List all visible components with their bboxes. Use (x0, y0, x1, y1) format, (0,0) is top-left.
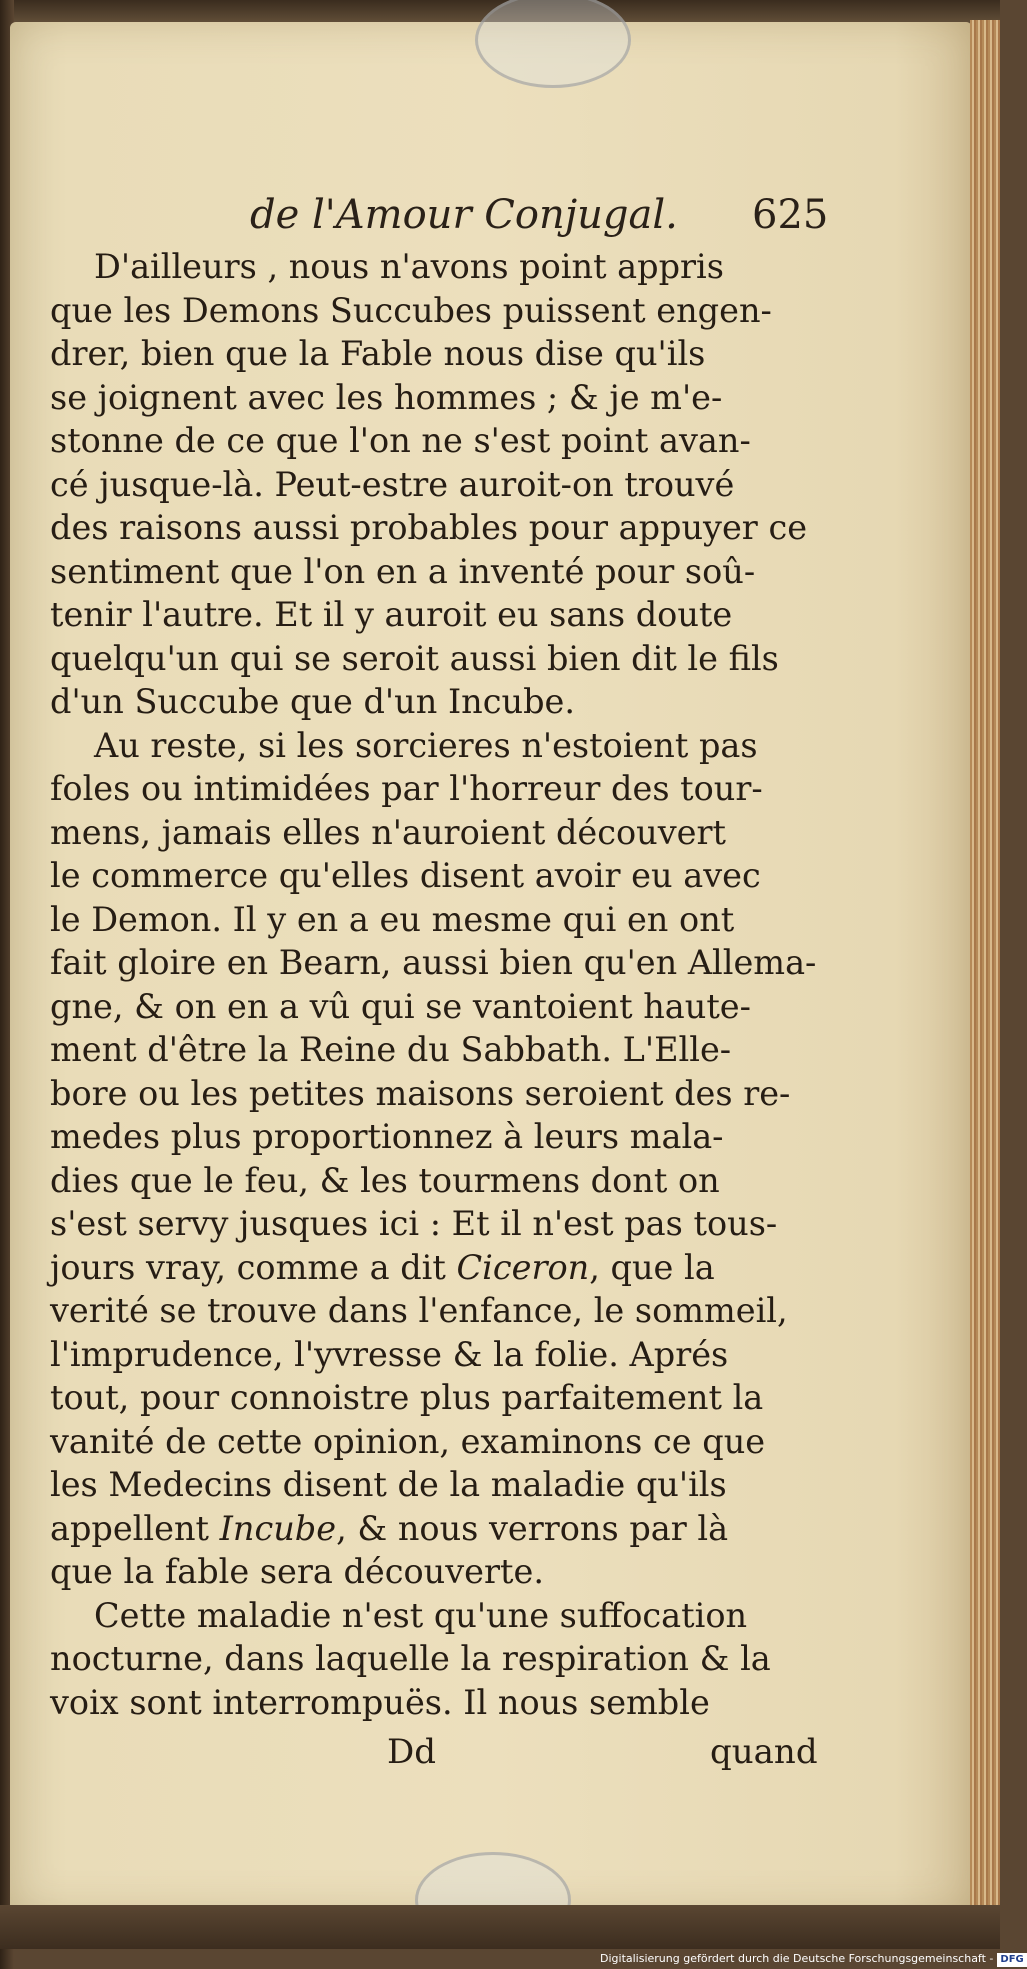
running-head (10, 192, 972, 252)
book-bottom-edge (0, 1905, 1000, 1949)
text-line: le Demon. Il y en a eu mesme qui en ont (50, 899, 735, 939)
text-line: le commerce qu'elles disent avoir eu avec (50, 856, 761, 895)
paragraph-1 (50, 245, 850, 724)
paragraph-2 (50, 724, 850, 1594)
italic-name: Ciceron (456, 1247, 590, 1287)
text-segment: , que la (589, 1247, 715, 1287)
text-segment: , & nous verrons par là (336, 1508, 729, 1548)
text-line: tout, pour connoistre plus parfaitement la (50, 1378, 764, 1417)
text-line: mens, jamais elles n'auroient découvert (50, 812, 726, 852)
text-line: cé jusque-là. Peut-estre auroit-on trouvé (50, 464, 735, 504)
text-line: que la fable sera découverte. (50, 1552, 544, 1591)
text-line: s'est servy jusques ici : Et il n'est pas tous- (50, 1204, 778, 1243)
text-line: sentiment que l'on en a inventé pour soû- (50, 551, 756, 591)
page-body (50, 245, 850, 1724)
page-edges (970, 20, 1000, 1915)
text-line: d'un Succube que d'un Incube. (50, 682, 576, 721)
text-line: gne, & on en a vû qui se vantoient haute- (50, 986, 751, 1026)
text-line: voix sont interrompuës. Il nous semble (50, 1682, 710, 1722)
text-line: D'ailleurs , nous n'avons point appris (94, 247, 724, 286)
running-title: de l'Amour Conjugal. (250, 192, 678, 238)
dfg-logo: DFG (997, 1953, 1026, 1967)
text-line: les Medecins disent de la maladie qu'ils (50, 1465, 727, 1504)
paragraph-3 (50, 1594, 850, 1725)
text-line: tenir l'autre. Et il y auroit eu sans doute (50, 595, 733, 634)
book-page (10, 22, 972, 1912)
text-line: fait gloire en Bearn, aussi bien qu'en Allema- (50, 943, 817, 982)
text-segment: jours vray, comme a dit (50, 1247, 446, 1287)
text-line: dies que le feu, & les tourmens dont on (50, 1160, 720, 1200)
text-line-incube (50, 1507, 850, 1551)
text-line: des raisons aussi probables pour appuyer ce (50, 508, 808, 547)
digitization-credit (600, 1950, 1027, 1968)
text-line: l'imprudence, l'yvresse & la folie. Aprés (50, 1334, 729, 1374)
text-line: drer, bien que la Fable nous dise qu'ils (50, 334, 706, 373)
text-line: verité se trouve dans l'enfance, le sommeil, (50, 1291, 788, 1330)
text-line: que les Demons Succubes puissent engen- (50, 290, 772, 330)
text-line-ciceron (50, 1246, 850, 1290)
text-line: Cette maladie n'est qu'une suffocation (94, 1595, 748, 1635)
text-line: stonne de ce que l'on ne s'est point avan- (50, 421, 751, 460)
page-number: 625 (752, 192, 829, 238)
page-footer (10, 1732, 972, 1782)
text-line: quelqu'un qui se seroit aussi bien dit le fils (50, 638, 779, 678)
text-line: foles ou intimidées par l'horreur des tour- (50, 769, 763, 808)
top-clip (475, 0, 631, 88)
italic-term: Incube (219, 1508, 337, 1548)
text-segment: appellent (50, 1508, 209, 1548)
text-line: nocturne, dans laquelle la respiration & la (50, 1639, 771, 1678)
text-line: se joignent avec les hommes ; & je m'e- (50, 377, 723, 417)
text-line: bore ou les petites maisons seroient des re- (50, 1073, 791, 1113)
signature-mark: Dd (387, 1732, 437, 1772)
text-line: ment d'être la Reine du Sabbath. L'Elle- (50, 1030, 732, 1069)
text-line: medes plus proportionnez à leurs mala- (50, 1117, 724, 1156)
credit-text: Digitalisierung gefördert durch die Deutsche Forschungsgemeinschaft - (600, 1952, 994, 1965)
catchword: quand (710, 1732, 818, 1772)
text-line: vanité de cette opinion, examinons ce que (50, 1421, 766, 1461)
text-line: Au reste, si les sorcieres n'estoient pas (94, 725, 758, 765)
